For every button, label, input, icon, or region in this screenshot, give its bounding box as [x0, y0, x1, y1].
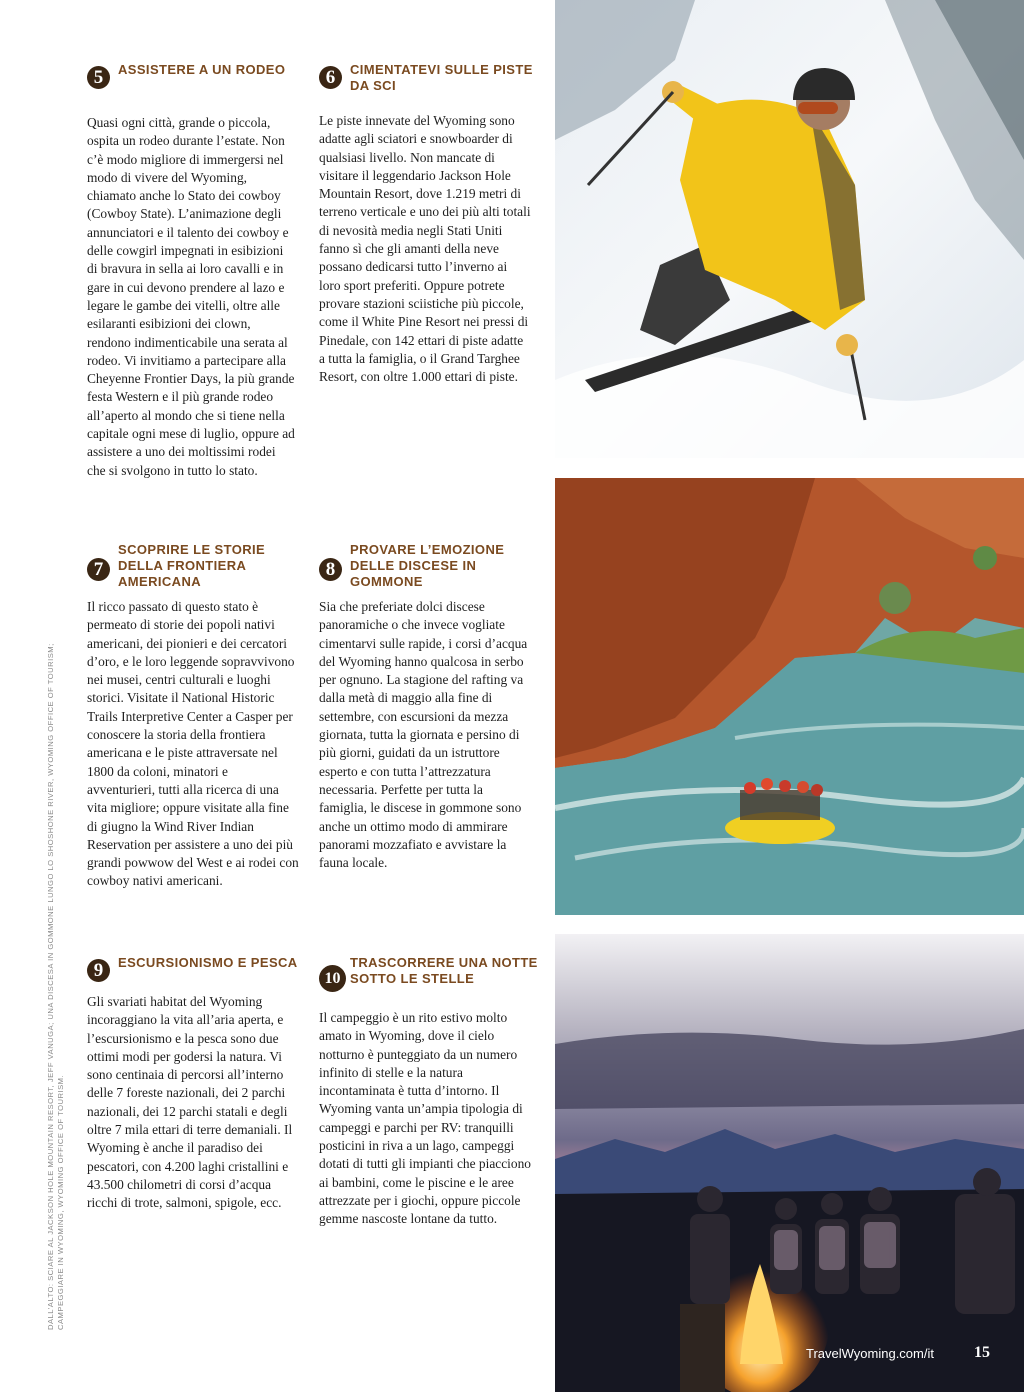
skier-photo — [555, 0, 1024, 458]
section-title: ESCURSIONISMO E PESCA — [118, 955, 298, 970]
section-title: SCOPRIRE LE STORIE DELLA FRONTIERA AMERICANA — [118, 542, 266, 589]
section-title: PROVARE L’EMOZIONE DELLE DISCESE IN GOMMONE — [350, 542, 505, 589]
photo-credits — [46, 550, 66, 1330]
section-body: Il ricco passato di questo stato è permeato di storie dei popoli nativi americani, dei pionieri e dei cercatori d’oro, e le loro leggende sopravvivono nei musei, centri culturali e luoghi storici. Visitate il National Historic Trails Interpretive Center a Casper per conoscere la storia della frontiera americana e le piste attraversate nel 1800 da coloni, minatori e avventurieri, tutti alla ricerca di una vita migliore; oppure visitate alla fine di giugno la Wind River Indian Reservation per assistere a uno dei più grandi powwow del West e ai rodei con cowboy nativi americani. — [87, 599, 299, 889]
credit-line: CAMPEGGIARE IN WYOMING, WYOMING OFFICE OF TOURISM. — [56, 1074, 65, 1330]
rafting-photo — [555, 478, 1024, 915]
section-body: Gli svariati habitat del Wyoming incoraggiano la vita all’aria aperta, e l’escursionismo e la pesca sono due ottimi modi per godersi la natura. Vi sono centinaia di percorsi all’interno delle 7 foreste nazionali, dei 2 parchi nazionali, dei 12 parchi statali e degli oltre 7 mila ettari di terre demaniali. Il Wyoming è anche il paradiso dei pescatori, con 4.200 laghi cristallini e 43.500 chilometri di corsi d’acqua ricchi di trote, salmoni, spigole, ecc. — [87, 994, 293, 1211]
section-number: 5 — [87, 66, 110, 89]
section-rodeo — [87, 62, 299, 480]
footer-url[interactable]: TravelWyoming.com/it — [806, 1346, 934, 1361]
section-body: Il campeggio è un rito estivo molto amato in Wyoming, dove il cielo notturno è punteggiato da un numero infinito di stelle e la natura incontaminata è tutta d’intorno. Il Wyoming vanta un’ampia tipologia di campeggi e parchi per RV: tranquilli posticini in riva a un lago, campeggi dotati di tutti gli impianti che piacciono ai bambini, come le piscine e le aree attrezzate per i giochi, oppure piccole gemme nascoste lontane da tutto. — [319, 1010, 531, 1227]
section-hiking — [87, 955, 299, 1213]
section-camping — [319, 955, 538, 1229]
section-frontier — [87, 542, 299, 891]
section-number: 9 — [87, 959, 110, 982]
credit-line: DALL’ALTO: SCIARE AL JACKSON HOLE MOUNTAIN RESORT, JEFF VANUGA; UNA DISCESA IN GOMMONE LUNGO LO SHOSHONE RIVER, WYOMING OFFICE OF TOURISM; — [46, 643, 55, 1330]
section-ski — [319, 62, 533, 386]
section-title: CIMENTATEVI SULLE PISTE DA SCI — [350, 62, 533, 93]
section-number: 8 — [319, 558, 342, 581]
section-body: Sia che preferiate dolci discese panoramiche o che invece vogliate cimentarvi sulle rapide, i corsi d’acqua del Wyoming hanno qualcosa in serbo per ognuno. La stagione del rafting va dalla metà di maggio alla fine di settembre, con escursioni da mezza giornata, tutta la giornata e persino di più giorni, guidati da un istruttore esperto e con tutta l’attrezzatura necessaria. Perfette per tutta la famiglia, le discese in gommone sono anche un ottimo modo di ammirare panorami mozzafiato e avvistare la fauna locale. — [319, 599, 528, 871]
section-title: ASSISTERE A UN RODEO — [118, 62, 286, 77]
section-body: Le piste innevate del Wyoming sono adatte agli sciatori e snowboarder di qualsiasi livello. Non mancate di visitare il leggendario Jackson Hole Mountain Resort, dove 1.219 metri di terreno verticale e uno dei più alti totali di nevosità media negli Stati Uniti fanno sì che gli amanti della neve possano dedicarsi tutto l’inverno ai loro sport preferiti. Oppure potrete provare stazioni sciistiche più piccole, come il White Pine Resort nei pressi di Pinedale, con 142 ettari di piste adatte a tutta la famiglia, o il Grand Targhee Resort, con oltre 1.000 ettari di piste. — [319, 113, 531, 385]
section-body: Quasi ogni città, grande o piccola, ospita un rodeo durante l’estate. Non c’è modo migliore di immergersi nel modo di vivere del Wyoming, chiamato anche lo Stato dei cowboy (Cowboy State). L’animazione degli annunciatori e il talento dei cowboy e delle cowgirl impegnati in esibizioni di bravura in sella ai loro cavalli e in gare in cui devono prendere al lazo e legare le gambe dei vitelli, oltre alle esilaranti esibizioni dei clown, rendono indimenticabile una serata al rodeo. Vi invitiamo a partecipare alla Cheyenne Frontier Days, la più grande festa Western e il più grande rodeo all’aperto al mondo che si tiene nella capitale ogni mese di luglio, oppure ad assistere a uno dei moltissimi rodei che si svolgono in tutto lo stato. — [87, 115, 295, 478]
campfire-photo — [555, 934, 1024, 1392]
section-number: 10 — [319, 965, 346, 992]
section-rafting — [319, 542, 531, 872]
section-number: 7 — [87, 558, 110, 581]
page-number: 15 — [974, 1344, 990, 1361]
section-number: 6 — [319, 66, 342, 89]
section-title: TRASCORRERE UNA NOTTE SOTTO LE STELLE — [350, 955, 538, 986]
